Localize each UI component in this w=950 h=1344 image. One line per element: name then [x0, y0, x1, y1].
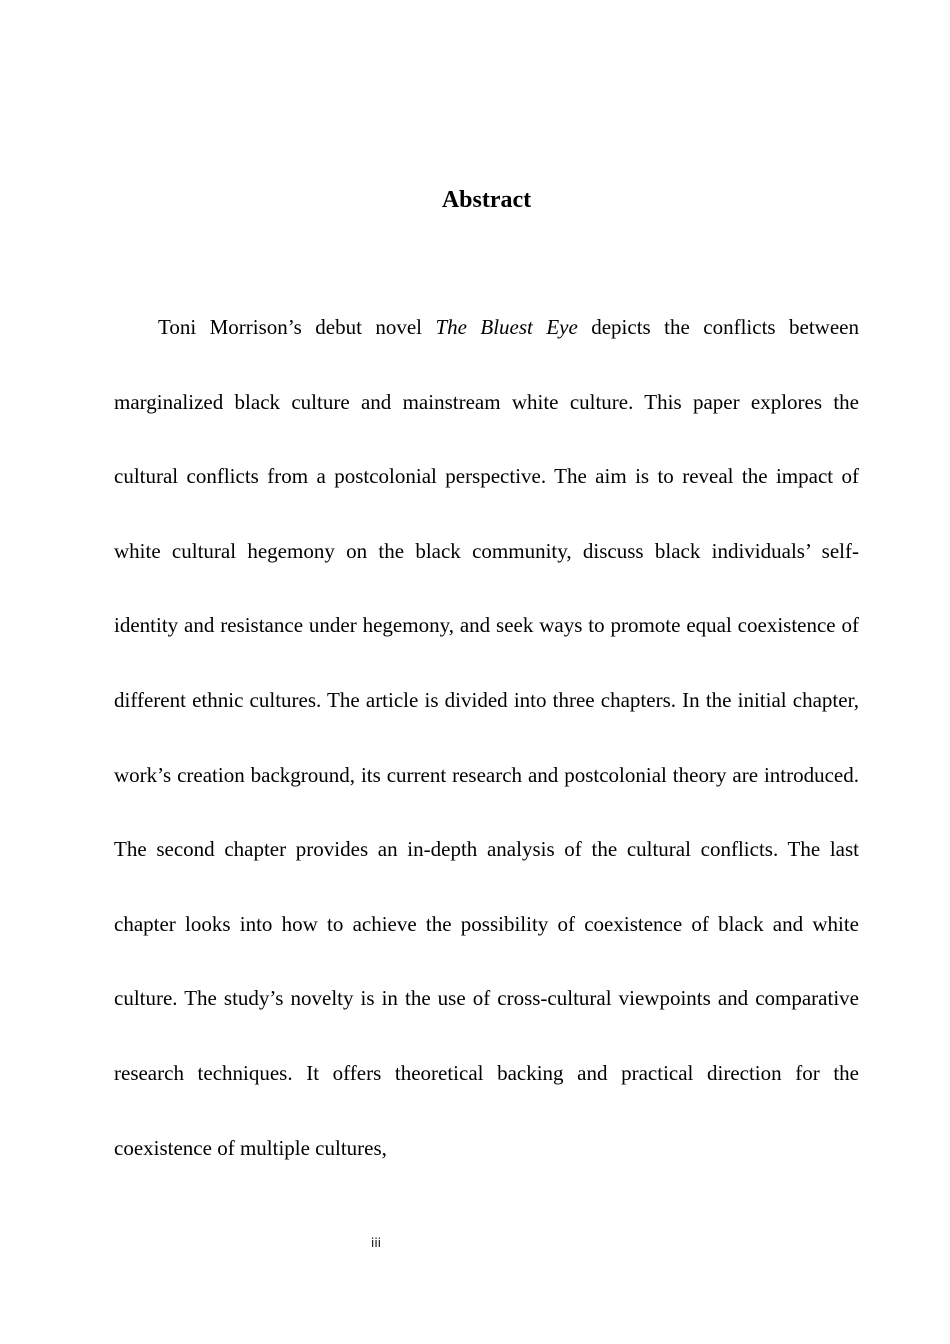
paragraph-lead-text: Toni Morrison’s debut novel [158, 315, 436, 339]
abstract-paragraph [114, 290, 859, 1185]
page-number: iii [370, 1236, 381, 1250]
page-title: Abstract [441, 187, 532, 213]
novel-title-italic: The Bluest Eye [435, 315, 578, 339]
paragraph-body-text: depicts the conflicts between marginalized black culture and mainstream white culture. This paper explores the cultural conflicts from a postcolonial perspective. The aim is to reveal the impact of white cultural hegemony on the black community, discuss black individuals’ self-identity and resistance under hegemony, and seek ways to promote equal coexistence of different ethnic cultures. The article is divided into three chapters. In the initial chapter, work’s creation background, its current research and postcolonial theory are introduced. The second chapter provides an in-depth analysis of the cultural conflicts. The last chapter looks into how to achieve the possibility of coexistence of black and white culture. The study’s novelty is in the use of cross-cultural viewpoints and comparative research techniques. It offers theoretical backing and practical direction for the coexistence of multiple cultures, [114, 315, 859, 1160]
